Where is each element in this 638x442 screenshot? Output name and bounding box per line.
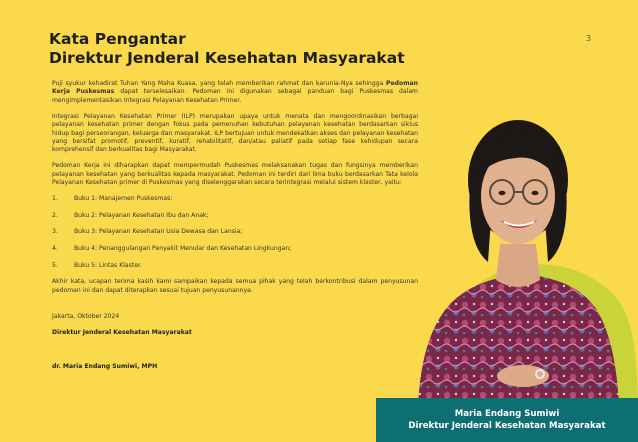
list-item-text: Buku 3: Pelayanan Kesehatan Usia Dewasa dan Lansia; bbox=[74, 228, 243, 236]
list-item-text: Buku 2: Pelayanan Kesehatan Ibu dan Anak; bbox=[74, 211, 209, 219]
list-item bbox=[52, 228, 418, 236]
title-line-2: Direktur Jenderal Kesehatan Masyarakat bbox=[49, 49, 405, 67]
list-item-number: 5. bbox=[52, 261, 58, 269]
list-item-number: 2. bbox=[52, 211, 58, 219]
list-item bbox=[52, 245, 418, 253]
paragraph-1 bbox=[52, 80, 418, 105]
signature-name: dr. Maria Endang Sumiwi, MPH bbox=[52, 362, 158, 370]
page-title bbox=[49, 30, 405, 68]
director-portrait bbox=[388, 84, 638, 442]
list-item-text: Buku 4: Penanggulangan Penyakit Menular dan Kesehatan Lingkungan; bbox=[74, 245, 292, 253]
paragraph-2: Integrasi Pelayanan Kesehatan Primer (ILP) merupakan upaya untuk menata dan mengoordinasikan berbagai pelayanan kesehatan primer dengan fokus pada pemenuhan kebutuhan pelayanan kesehatan berdasarkan siklus hidup bagi perseorangan, keluarga dan masyarakat. ILP bertujuan untuk mendekatkan akses dan pelayanan kesehatan yang bersifat promotif, preventif, kuratif, rehabilitatif, dan/atau paliatif pada setiap fase kehidupan secara komprehensif dan berkualitas bagi Masyarakat. bbox=[52, 112, 418, 154]
portrait-caption bbox=[376, 398, 638, 442]
list-item-text: Buku 5: Lintas Klaster. bbox=[74, 261, 142, 269]
caption-role: Direktur Jenderal Kesehatan Masyarakat bbox=[408, 421, 606, 431]
list-item-number: 3. bbox=[52, 228, 58, 236]
paragraph-3: Pedoman Kerja ini diharapkan dapat mempermudah Puskesmas melaksanakan tugas dan fungsinya memberikan pelayanan kesehatan yang berkualitas kepada masyarakat. Pedoman ini terdiri dari lima buku berdasarkan Tata kelola Pelayanan Kesehatan primer di Puskesmas yang diselenggarakan secara terintegrasi melalui sistem klaster, yaitu: bbox=[52, 162, 418, 187]
list-item-number: 4. bbox=[52, 245, 58, 253]
list-item-text: Buku 1: Manajemen Puskesmas; bbox=[74, 195, 173, 203]
list-item bbox=[52, 212, 418, 220]
signature-title: Direktur Jenderal Kesehatan Masyarakat bbox=[52, 329, 192, 337]
signature-date: Jakarta, Oktober 2024 bbox=[52, 313, 120, 321]
list-item bbox=[52, 195, 418, 203]
paragraph-1-intro: Puji syukur kehadirat Tuhan Yang Maha Kuasa, yang telah memberikan rahmat dan karunia-Nya sehingga bbox=[52, 80, 387, 87]
list-item-number: 1. bbox=[52, 195, 58, 203]
foreword-body bbox=[52, 80, 418, 371]
paragraph-1-rest: dapat terselesaikan. Pedoman ini digunakan sebagai panduan bagi Puskesmas dalam mengimplementasikan Integrasi Pelayanan Kesehatan Primer. bbox=[52, 88, 418, 104]
title-line-1: Kata Pengantar bbox=[49, 30, 186, 48]
book-list bbox=[52, 195, 418, 270]
list-item bbox=[52, 262, 418, 270]
page-number: 3 bbox=[586, 34, 592, 43]
closing-paragraph: Akhir kata, ucapan terima kasih kami sampaikan kepada semua pihak yang telah berkontribusi dalam penyusunan pedoman ini dan dapat diterapkan sesuai tujuan penyusunannya. bbox=[52, 278, 418, 294]
caption-name: Maria Endang Sumiwi bbox=[454, 409, 560, 419]
paragraph-1-emphasis: Pedoman Kerja Puskesmas bbox=[52, 80, 418, 96]
